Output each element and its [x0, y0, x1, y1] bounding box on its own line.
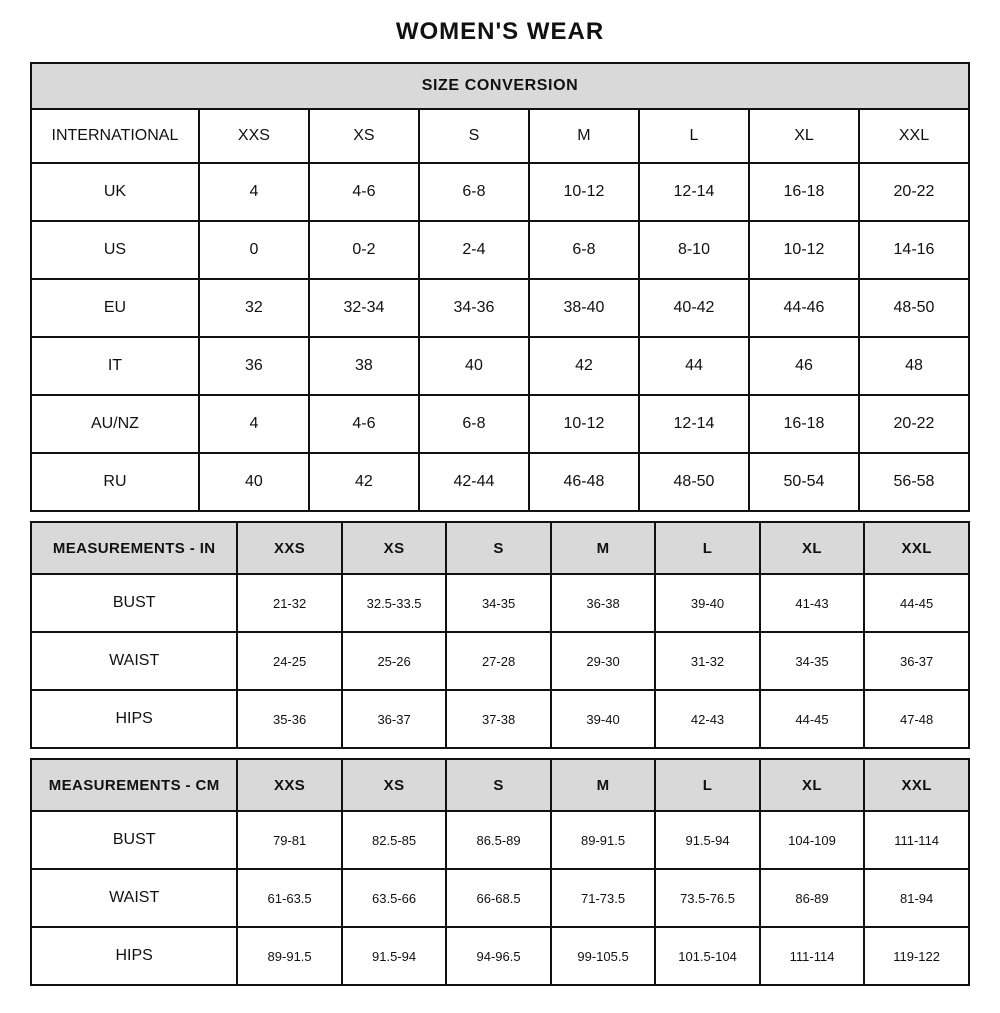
measurements-cm-header: MEASUREMENTS - CM	[31, 759, 237, 811]
value-cell: 111-114	[864, 811, 969, 869]
value-cell: 6-8	[419, 163, 529, 221]
value-cell: 4	[199, 395, 309, 453]
value-cell: 2-4	[419, 221, 529, 279]
value-cell: 32.5-33.5	[342, 574, 446, 632]
value-cell: 27-28	[446, 632, 550, 690]
value-cell: 111-114	[760, 927, 864, 985]
column-header: S	[446, 522, 550, 574]
value-cell: 48-50	[639, 453, 749, 511]
value-cell: 12-14	[639, 395, 749, 453]
size-conversion-table	[30, 62, 970, 512]
column-header: XL	[749, 109, 859, 163]
value-cell: 38-40	[529, 279, 639, 337]
value-cell: 79-81	[237, 811, 341, 869]
row-label: HIPS	[31, 927, 237, 985]
value-cell: 36	[199, 337, 309, 395]
column-header: XXL	[864, 759, 969, 811]
value-cell: 86-89	[760, 869, 864, 927]
column-header: INTERNATIONAL	[31, 109, 199, 163]
value-cell: 10-12	[749, 221, 859, 279]
row-label: EU	[31, 279, 199, 337]
value-cell: 63.5-66	[342, 869, 446, 927]
value-cell: 41-43	[760, 574, 864, 632]
value-cell: 40-42	[639, 279, 749, 337]
value-cell: 89-91.5	[551, 811, 655, 869]
column-header: XXS	[237, 522, 341, 574]
value-cell: 119-122	[864, 927, 969, 985]
column-header: S	[419, 109, 529, 163]
value-cell: 44	[639, 337, 749, 395]
column-header: M	[551, 522, 655, 574]
column-header: XXL	[864, 522, 969, 574]
value-cell: 12-14	[639, 163, 749, 221]
value-cell: 10-12	[529, 395, 639, 453]
row-label: AU/NZ	[31, 395, 199, 453]
column-header: XXS	[199, 109, 309, 163]
table-row	[31, 927, 969, 985]
value-cell: 44-45	[864, 574, 969, 632]
row-label: IT	[31, 337, 199, 395]
value-cell: 10-12	[529, 163, 639, 221]
value-cell: 35-36	[237, 690, 341, 748]
value-cell: 6-8	[529, 221, 639, 279]
value-cell: 31-32	[655, 632, 759, 690]
measurements-in-table	[30, 521, 970, 749]
value-cell: 16-18	[749, 163, 859, 221]
value-cell: 99-105.5	[551, 927, 655, 985]
value-cell: 0-2	[309, 221, 419, 279]
value-cell: 4-6	[309, 395, 419, 453]
column-header: XXS	[237, 759, 341, 811]
page-title: WOMEN'S WEAR	[395, 18, 605, 45]
value-cell: 39-40	[655, 574, 759, 632]
value-cell: 21-32	[237, 574, 341, 632]
value-cell: 42	[529, 337, 639, 395]
value-cell: 25-26	[342, 632, 446, 690]
value-cell: 8-10	[639, 221, 749, 279]
row-label: WAIST	[31, 869, 237, 927]
value-cell: 48	[859, 337, 969, 395]
column-header: L	[655, 759, 759, 811]
measurements-in-header: MEASUREMENTS - IN	[31, 522, 237, 574]
value-cell: 47-48	[864, 690, 969, 748]
table-row	[31, 395, 969, 453]
value-cell: 48-50	[859, 279, 969, 337]
table-row	[31, 632, 969, 690]
value-cell: 86.5-89	[446, 811, 550, 869]
table-row	[31, 279, 969, 337]
value-cell: 82.5-85	[342, 811, 446, 869]
value-cell: 0	[199, 221, 309, 279]
table-row	[31, 337, 969, 395]
value-cell: 61-63.5	[237, 869, 341, 927]
column-header-row	[31, 109, 969, 163]
value-cell: 14-16	[859, 221, 969, 279]
value-cell: 42-43	[655, 690, 759, 748]
value-cell: 91.5-94	[342, 927, 446, 985]
value-cell: 16-18	[749, 395, 859, 453]
column-header-row	[31, 522, 969, 574]
value-cell: 81-94	[864, 869, 969, 927]
value-cell: 71-73.5	[551, 869, 655, 927]
column-header: M	[529, 109, 639, 163]
value-cell: 39-40	[551, 690, 655, 748]
value-cell: 38	[309, 337, 419, 395]
value-cell: 36-38	[551, 574, 655, 632]
value-cell: 73.5-76.5	[655, 869, 759, 927]
table-caption-row	[31, 63, 969, 109]
table-row	[31, 453, 969, 511]
table-row	[31, 221, 969, 279]
column-header: L	[639, 109, 749, 163]
column-header-row	[31, 759, 969, 811]
value-cell: 91.5-94	[655, 811, 759, 869]
value-cell: 40	[419, 337, 529, 395]
value-cell: 56-58	[859, 453, 969, 511]
value-cell: 20-22	[859, 163, 969, 221]
value-cell: 34-36	[419, 279, 529, 337]
value-cell: 89-91.5	[237, 927, 341, 985]
value-cell: 29-30	[551, 632, 655, 690]
value-cell: 42-44	[419, 453, 529, 511]
value-cell: 101.5-104	[655, 927, 759, 985]
value-cell: 44-45	[760, 690, 864, 748]
row-label: WAIST	[31, 632, 237, 690]
column-header: S	[446, 759, 550, 811]
column-header: XXL	[859, 109, 969, 163]
value-cell: 46	[749, 337, 859, 395]
row-label: HIPS	[31, 690, 237, 748]
value-cell: 34-35	[760, 632, 864, 690]
value-cell: 46-48	[529, 453, 639, 511]
measurements-cm-table	[30, 758, 970, 986]
table-row	[31, 163, 969, 221]
value-cell: 66-68.5	[446, 869, 550, 927]
row-label: RU	[31, 453, 199, 511]
value-cell: 36-37	[864, 632, 969, 690]
value-cell: 94-96.5	[446, 927, 550, 985]
value-cell: 34-35	[446, 574, 550, 632]
row-label: UK	[31, 163, 199, 221]
value-cell: 4	[199, 163, 309, 221]
column-header: M	[551, 759, 655, 811]
value-cell: 50-54	[749, 453, 859, 511]
value-cell: 32	[199, 279, 309, 337]
row-label: BUST	[31, 811, 237, 869]
column-header: XS	[342, 759, 446, 811]
size-conversion-header: SIZE CONVERSION	[31, 63, 969, 109]
table-row	[31, 869, 969, 927]
table-row	[31, 811, 969, 869]
value-cell: 42	[309, 453, 419, 511]
value-cell: 104-109	[760, 811, 864, 869]
row-label: US	[31, 221, 199, 279]
value-cell: 32-34	[309, 279, 419, 337]
column-header: XS	[309, 109, 419, 163]
value-cell: 36-37	[342, 690, 446, 748]
value-cell: 24-25	[237, 632, 341, 690]
table-row	[31, 574, 969, 632]
column-header: L	[655, 522, 759, 574]
column-header: XS	[342, 522, 446, 574]
value-cell: 44-46	[749, 279, 859, 337]
value-cell: 40	[199, 453, 309, 511]
value-cell: 4-6	[309, 163, 419, 221]
value-cell: 37-38	[446, 690, 550, 748]
column-header: XL	[760, 759, 864, 811]
column-header: XL	[760, 522, 864, 574]
row-label: BUST	[31, 574, 237, 632]
value-cell: 6-8	[419, 395, 529, 453]
table-row	[31, 690, 969, 748]
value-cell: 20-22	[859, 395, 969, 453]
